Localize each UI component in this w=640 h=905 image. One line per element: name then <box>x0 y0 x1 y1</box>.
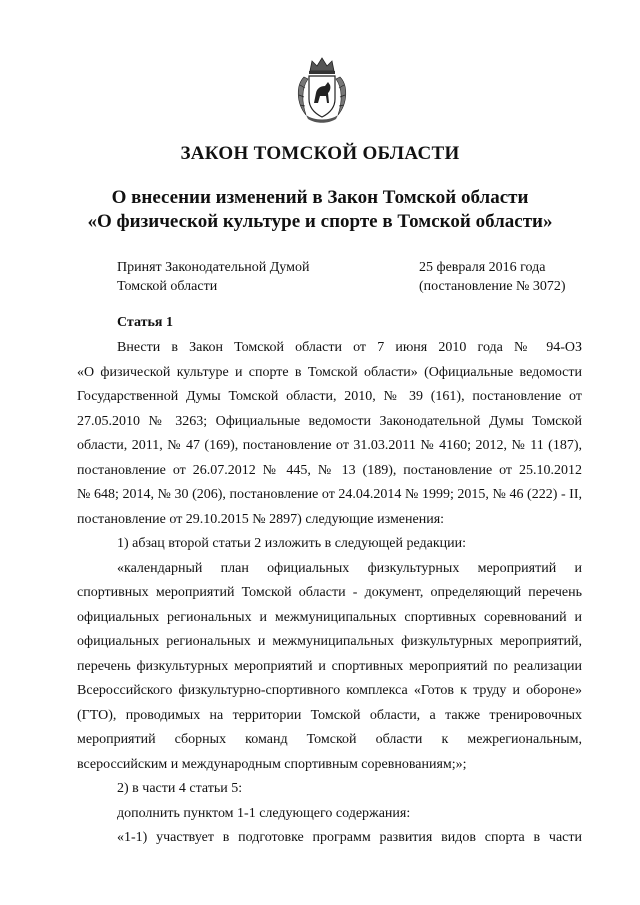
article-body <box>77 336 582 851</box>
body-line: мероприятий сборных команд Томской области к межрегиональным, <box>77 732 582 747</box>
adoption-date-line: 25 февраля 2016 года <box>419 260 546 275</box>
adoption-body-line: Томской области <box>117 279 218 294</box>
body-line: постановление от 29.10.2015 № 2897) следующие изменения: <box>77 511 445 527</box>
law-subtitle-line-2: «О физической культуре и спорте в Томской области» <box>87 211 553 232</box>
body-line: «1-1) участвует в подготовке программ развития видов спорта в части <box>117 830 582 845</box>
body-line: официальных региональных и межмуниципальных спортивных соревнований и <box>77 609 582 625</box>
body-line: дополнить пунктом 1-1 следующего содержания: <box>117 805 411 821</box>
body-line: 1) абзац второй статьи 2 изложить в следующей редакции: <box>117 536 467 551</box>
resolution-number-line: (постановление № 3072) <box>419 279 566 294</box>
body-line: Всероссийского физкультурно-спортивного комплекса «Готов к труду и обороне» <box>77 683 582 698</box>
body-line: официальных региональных и межмуниципальных физкультурных мероприятий, <box>77 634 582 649</box>
body-line: 2) в части 4 статьи 5: <box>117 781 243 796</box>
body-line: всероссийским и международным спортивным соревнованиям;»; <box>77 756 467 772</box>
law-title: ЗАКОН ТОМСКОЙ ОБЛАСТИ <box>180 143 460 164</box>
body-line: Государственной Думы Томской области, 2010, № 39 (161), постановление от <box>77 389 582 404</box>
adoption-body-line: Принят Законодательной Думой <box>117 260 310 275</box>
body-line: перечень физкультурных мероприятий и спортивных мероприятий по реализации <box>77 658 582 674</box>
body-line: спортивных мероприятий Томской области - документ, определяющий перечень <box>77 585 582 600</box>
adoption-date <box>419 258 566 296</box>
body-line: постановление от 26.07.2012 № 445, № 13 (189), постановление от 25.10.2012 <box>77 462 582 478</box>
body-line: 27.05.2010 № 3263; Официальные ведомости Законодательной Думы Томской <box>77 413 582 429</box>
law-subtitle-line-1: О внесении изменений в Закон Томской области <box>111 187 529 208</box>
body-line: «календарный план официальных физкультурных мероприятий и <box>117 560 582 576</box>
body-line: области, 2011, № 47 (169), постановление от 31.03.2011 № 4160; 2012, № 11 (187), <box>77 438 582 453</box>
body-line: Внести в Закон Томской области от 7 июня 2010 года № 94-ОЗ <box>117 340 582 355</box>
body-line: (ГТО), проводимых на территории Томской области, а также тренировочных <box>77 707 582 723</box>
body-line: № 648; 2014, № 30 (206), постановление от 24.04.2014 № 1999; 2015, № 46 (222) - II, <box>77 487 582 502</box>
coat-of-arms-icon <box>292 55 352 125</box>
article-heading: Статья 1 <box>117 315 173 330</box>
body-line: «О физической культуре и спорте в Томской области» (Официальные ведомости <box>77 364 582 380</box>
adoption-body <box>117 258 309 296</box>
